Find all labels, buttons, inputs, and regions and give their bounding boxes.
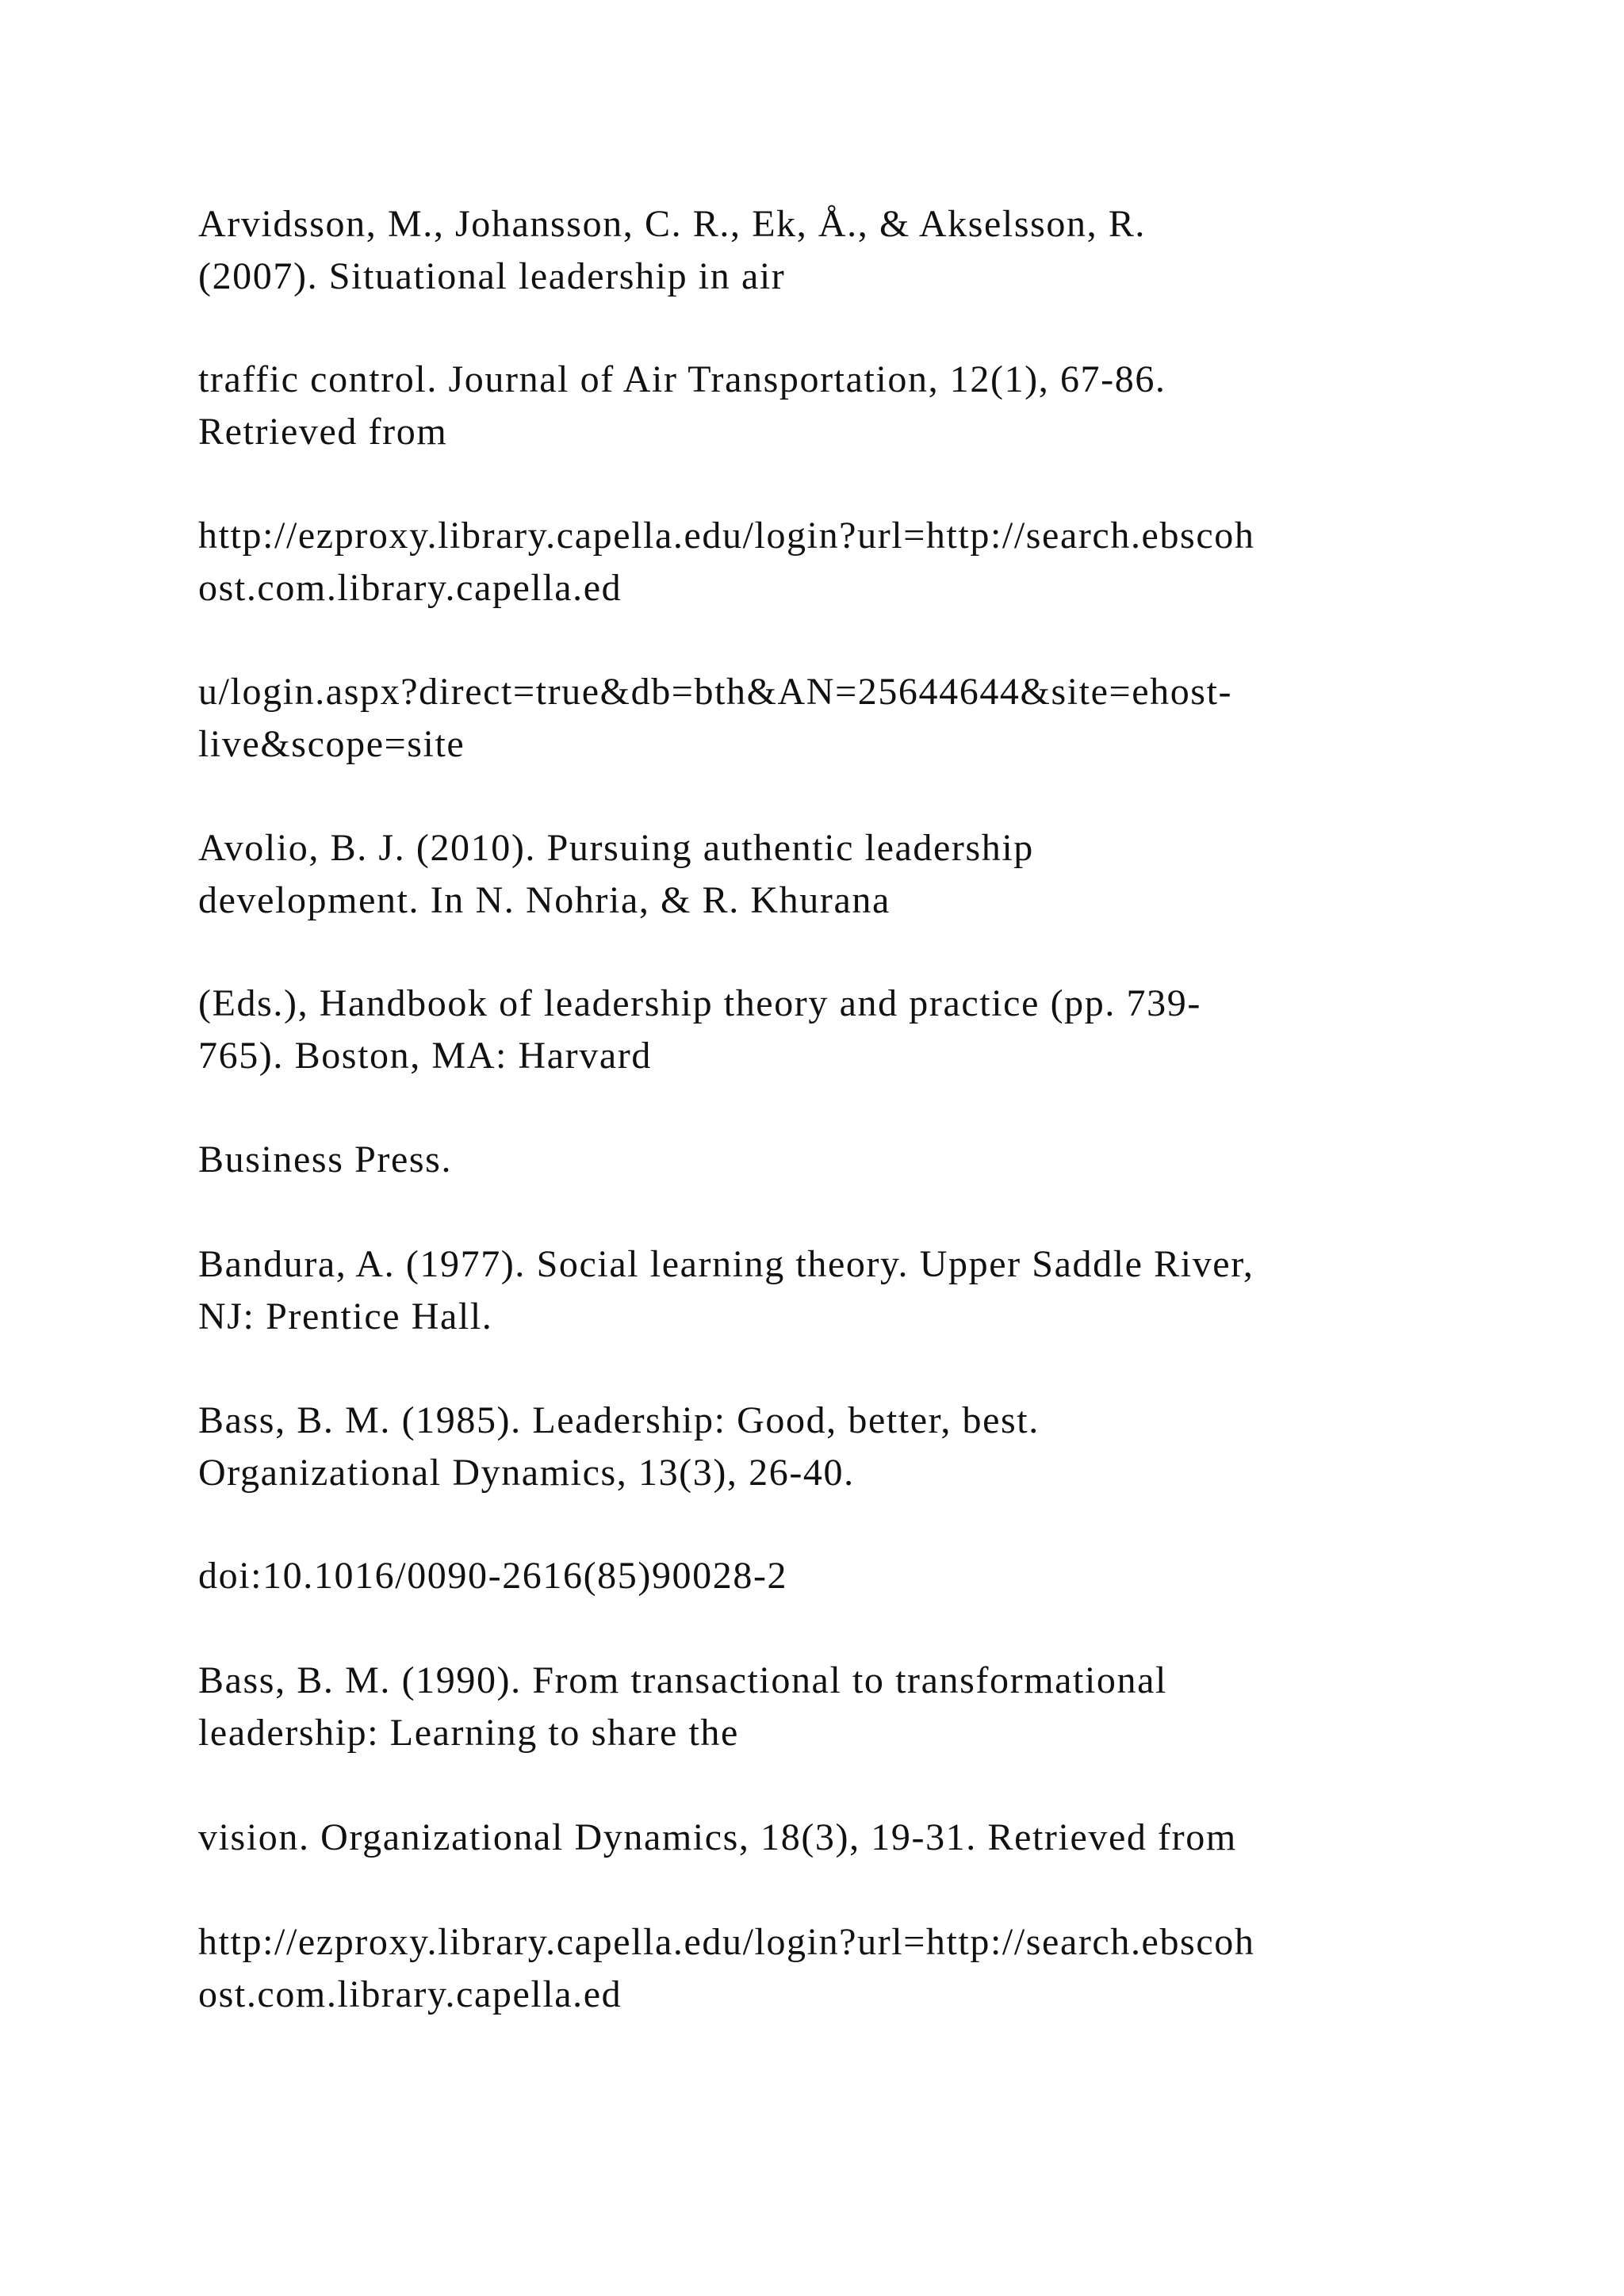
text-line: ost.com.library.capella.ed xyxy=(198,567,622,609)
text-line: vision. Organizational Dynamics, 18(3), 19-31. Retrieved from xyxy=(198,1816,1237,1858)
reference-paragraph xyxy=(198,1395,1467,1499)
reference-paragraph xyxy=(198,1655,1467,1759)
reference-paragraph xyxy=(198,1134,1467,1186)
text-line: Retrieved from xyxy=(198,411,448,453)
text-line: Bass, B. M. (1990). From transactional to transformational xyxy=(198,1659,1167,1701)
url-paragraph xyxy=(198,1916,1467,2021)
reference-paragraph xyxy=(198,978,1467,1082)
text-line: NJ: Prentice Hall. xyxy=(198,1295,493,1337)
doi-paragraph xyxy=(198,1550,1467,1602)
url-paragraph xyxy=(198,510,1467,614)
text-line: Avolio, B. J. (2010). Pursuing authentic leadership xyxy=(198,827,1034,869)
reference-paragraph xyxy=(198,354,1467,458)
url-paragraph xyxy=(198,666,1467,771)
reference-paragraph xyxy=(198,822,1467,927)
reference-paragraph xyxy=(198,1238,1467,1343)
text-line: Bandura, A. (1977). Social learning theory. Upper Saddle River, xyxy=(198,1243,1254,1285)
text-line: traffic control. Journal of Air Transportation, 12(1), 67-86. xyxy=(198,358,1166,400)
text-line: 765). Boston, MA: Harvard xyxy=(198,1035,652,1077)
text-line: Bass, B. M. (1985). Leadership: Good, better, best. xyxy=(198,1399,1040,1441)
text-line: http://ezproxy.library.capella.edu/login?url=http://search.ebscoh xyxy=(198,515,1255,557)
text-line: (Eds.), Handbook of leadership theory and practice (pp. 739- xyxy=(198,982,1201,1024)
text-line: Arvidsson, M., Johansson, C. R., Ek, Å., & Akselsson, R. xyxy=(198,203,1147,245)
text-line: ost.com.library.capella.ed xyxy=(198,1973,622,2015)
text-line: Business Press. xyxy=(198,1138,453,1181)
reference-paragraph xyxy=(198,1812,1467,1864)
text-line: Organizational Dynamics, 13(3), 26-40. xyxy=(198,1452,855,1494)
text-line: leadership: Learning to share the xyxy=(198,1712,739,1754)
text-line: (2007). Situational leadership in air xyxy=(198,255,786,297)
text-line: http://ezproxy.library.capella.edu/login?url=http://search.ebscoh xyxy=(198,1921,1255,1963)
text-line: doi:10.1016/0090-2616(85)90028-2 xyxy=(198,1555,788,1597)
text-line: development. In N. Nohria, & R. Khurana xyxy=(198,879,891,921)
reference-paragraph xyxy=(198,198,1467,303)
text-line: live&scope=site xyxy=(198,723,465,765)
text-line: u/login.aspx?direct=true&db=bth&AN=25644644&site=ehost- xyxy=(198,671,1233,713)
